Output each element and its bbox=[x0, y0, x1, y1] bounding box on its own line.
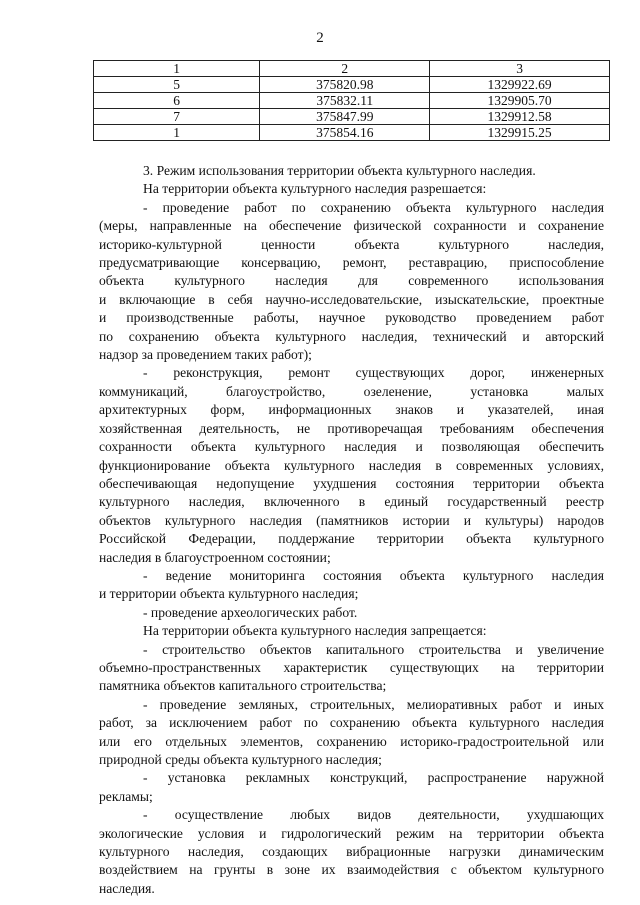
point-number-cell: 1 bbox=[94, 125, 260, 141]
y-coordinate-cell: 1329922.69 bbox=[430, 77, 610, 93]
text-line: сохранности объекта культурного наследия и позволяющая обеспечить bbox=[99, 439, 604, 455]
text-line: или его отдельных элементов, сохранению историко-градостроительной или bbox=[99, 733, 604, 749]
text-line: Российской Федерации, поддержание территории объекта культурного bbox=[99, 531, 604, 547]
x-coordinate-cell: 375847.99 bbox=[260, 109, 430, 125]
x-coordinate-cell: 375820.98 bbox=[260, 77, 430, 93]
text-line: - строительство объектов капитального строительства и увеличение bbox=[143, 641, 604, 657]
text-line: - осуществление любых видов деятельности, ухудшающих bbox=[143, 807, 604, 823]
table-row bbox=[94, 125, 610, 141]
text-line: памятника объектов капитального строительства; bbox=[99, 678, 387, 694]
y-coordinate-cell: 1329905.70 bbox=[430, 93, 610, 109]
text-line: по сохранению объекта культурного наследия, технический и авторский bbox=[99, 328, 604, 344]
text-line: - проведение археологических работ. bbox=[143, 604, 358, 620]
text-line: наследия в благоустроенном состоянии; bbox=[99, 549, 331, 565]
text-line: обеспечивающая недопущение ухудшения состояния территории объекта bbox=[99, 475, 604, 491]
text-line: работ, за исключением работ по сохранению объекта культурного наследия bbox=[99, 715, 604, 731]
text-line: и территории объекта культурного наследия; bbox=[99, 586, 359, 602]
text-line: (меры, направленные на обеспечение физической сохранности и сохранение bbox=[99, 218, 604, 234]
text-line: объектов культурного наследия (памятников истории и культуры) народов bbox=[99, 512, 604, 528]
text-line: предусматривающие консервацию, ремонт, реставрацию, приспособление bbox=[99, 255, 604, 271]
text-line: и производственные работы, научное руководство проведением работ bbox=[99, 310, 604, 326]
text-line: функционирование объекта культурного наследия в современных условиях, bbox=[99, 457, 604, 473]
text-line: надзор за проведением таких работ); bbox=[99, 347, 312, 363]
text-line: - проведение земляных, строительных, мелиоративных работ и иных bbox=[143, 696, 604, 712]
text-line: объекта культурного наследия для современного использования bbox=[99, 273, 604, 289]
text-line: рекламы; bbox=[99, 788, 153, 804]
table-row bbox=[94, 77, 610, 93]
regulation-text bbox=[99, 162, 604, 898]
column-header: 2 bbox=[260, 61, 430, 77]
text-line: и включающие в себя научно-исследовательские, изыскательские, проектные bbox=[99, 291, 604, 307]
text-line: культурного наследия, создающих вибрационные нагрузки динамическим bbox=[99, 844, 604, 860]
text-line: объемно-пространственных характеристик существующих на территории bbox=[99, 659, 604, 675]
column-header: 1 bbox=[94, 61, 260, 77]
text-line: экологические условия и гидрологический режим на территории объекта bbox=[99, 825, 604, 841]
text-line: историко-культурной ценности объекта культурного наследия, bbox=[99, 236, 604, 252]
text-line: природной среды объекта культурного наследия; bbox=[99, 752, 382, 767]
point-number-cell: 5 bbox=[94, 77, 260, 93]
text-line: архитектурных форм, информационных знаков и указателей, иная bbox=[99, 402, 604, 418]
text-line: коммуникаций, благоустройство, озеленение, установка малых bbox=[99, 383, 604, 399]
text-line: наследия. bbox=[99, 880, 155, 896]
text-line: 3. Режим использования территории объекта культурного наследия. bbox=[143, 163, 536, 178]
x-coordinate-cell: 375854.16 bbox=[260, 125, 430, 141]
text-line: - установка рекламных конструкций, распространение наружной bbox=[143, 770, 604, 786]
point-number-cell: 6 bbox=[94, 93, 260, 109]
text-line: На территории объекта культурного наследия запрещается: bbox=[143, 623, 487, 639]
text-line: - ведение мониторинга состояния объекта культурного наследия bbox=[143, 567, 604, 583]
text-line: - проведение работ по сохранению объекта культурного наследия bbox=[143, 199, 604, 215]
point-number-cell: 7 bbox=[94, 109, 260, 125]
text-line: культурного наследия, включенного в единый государственный реестр bbox=[99, 494, 604, 510]
text-line: воздействием на грунты в зоне их взаимодействия с объектом культурного bbox=[99, 862, 604, 878]
text-line: - реконструкция, ремонт существующих дорог, инженерных bbox=[143, 365, 604, 381]
x-coordinate-cell: 375832.11 bbox=[260, 93, 430, 109]
text-line: На территории объекта культурного наследия разрешается: bbox=[143, 181, 487, 197]
text-line: хозяйственная деятельность, не противоречащая требованиям обеспечения bbox=[99, 420, 604, 436]
y-coordinate-cell: 1329912.58 bbox=[430, 109, 610, 125]
column-header: 3 bbox=[430, 61, 610, 77]
table-row bbox=[94, 109, 610, 125]
coordinates-table bbox=[93, 60, 610, 141]
table-header-row bbox=[94, 61, 610, 77]
table-row bbox=[94, 93, 610, 109]
page-number: 2 bbox=[316, 30, 324, 46]
y-coordinate-cell: 1329915.25 bbox=[430, 125, 610, 141]
